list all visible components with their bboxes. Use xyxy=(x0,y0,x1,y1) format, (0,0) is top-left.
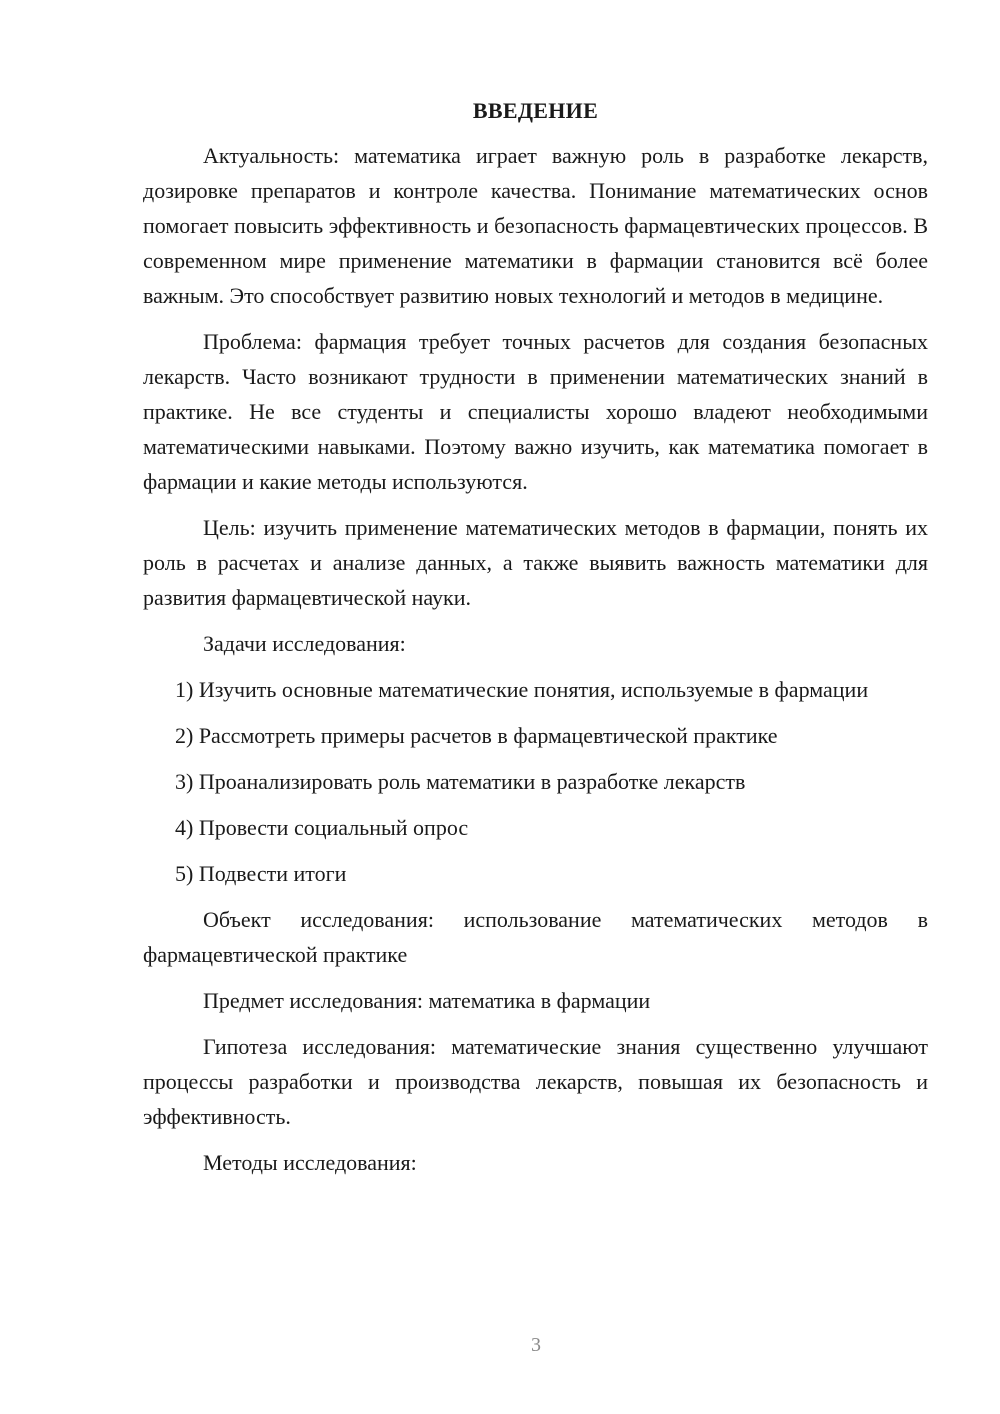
paragraph-subject: Предмет исследования: математика в фармации xyxy=(203,988,651,1013)
paragraph-relevance: Актуальность: математика играет важную роль в разработке лекарств, дозировке препаратов и контроле качества. Понимание математических основ помогает повысить эффективность и безопасность фармацевтических процессов. В современном мире применение математики в фармации становится всё более важным. Это способствует развитию новых технологий и методов в медицине. xyxy=(143,143,928,308)
task-item-3: 3) Проанализировать роль математики в разработке лекарств xyxy=(175,769,746,794)
page-number: 3 xyxy=(531,1334,541,1356)
task-item-1: 1) Изучить основные математические понятия, используемые в фармации xyxy=(175,677,869,702)
paragraph-goal: Цель: изучить применение математических методов в фармации, понять их роль в расчетах и анализе данных, а также выявить важность математики для развития фармацевтической науки. xyxy=(143,515,928,610)
task-item-5: 5) Подвести итоги xyxy=(175,861,347,886)
section-title: ВВЕДЕНИЕ xyxy=(472,98,599,123)
task-item-4: 4) Провести социальный опрос xyxy=(175,815,469,840)
document-page xyxy=(143,96,928,1191)
paragraph-hypothesis: Гипотеза исследования: математические знания существенно улучшают процессы разработки и производства лекарств, повышая их безопасность и эффективность. xyxy=(143,1034,928,1129)
paragraph-object: Объект исследования: использование математических методов в фармацевтической практике xyxy=(143,907,928,967)
paragraph-problem: Проблема: фармация требует точных расчетов для создания безопасных лекарств. Часто возникают трудности в применении математических знаний в практике. Не все студенты и специалисты хорошо владеют необходимыми математическими навыками. Поэтому важно изучить, как математика помогает в фармации и какие методы используются. xyxy=(143,329,928,494)
methods-heading: Методы исследования: xyxy=(203,1150,417,1175)
tasks-heading: Задачи исследования: xyxy=(203,631,406,656)
task-item-2: 2) Рассмотреть примеры расчетов в фармацевтической практике xyxy=(175,723,778,748)
